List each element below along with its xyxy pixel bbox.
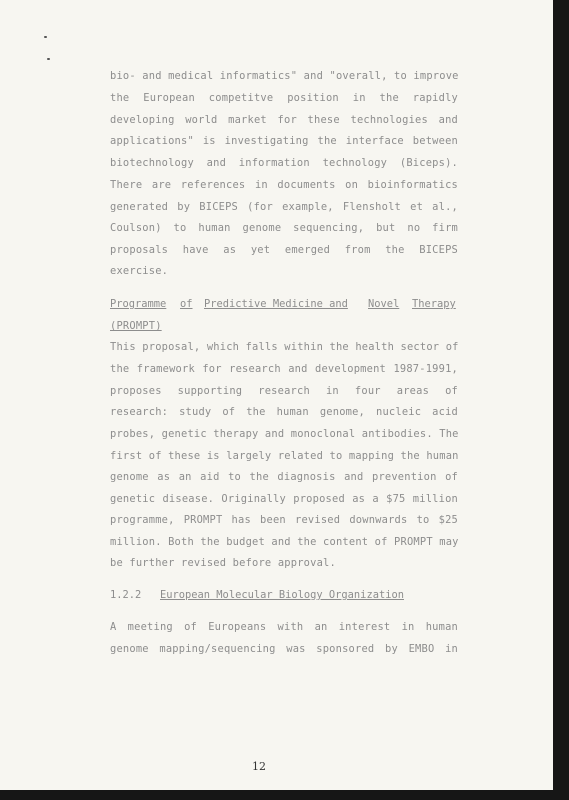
scan-edge-shadow xyxy=(0,790,569,800)
body-text-line: genome as an aid to the diagnosis and prevention of xyxy=(110,471,458,483)
body-text-line: There are references in documents on bioinformatics xyxy=(110,179,458,191)
body-text-line: A meeting of Europeans with an interest in human xyxy=(110,621,458,633)
scan-edge-shadow xyxy=(553,0,569,800)
paper-speck xyxy=(47,58,50,60)
body-text-line: genetic disease. Originally proposed as a $75 million xyxy=(110,493,458,505)
section-number: 1.2.2 xyxy=(110,589,142,601)
body-text-line: bio- and medical informatics" and "overall, to improve xyxy=(110,70,459,82)
heading-word: Programme xyxy=(110,298,167,310)
body-text-line: exercise. xyxy=(110,265,169,277)
body-text-line: applications" is investigating the interface between xyxy=(110,135,458,147)
heading-word: Predictive Medicine and xyxy=(204,298,348,310)
page-number: 12 xyxy=(252,760,266,773)
body-text-line: research: study of the human genome, nucleic acid xyxy=(110,406,458,418)
section-heading xyxy=(110,297,458,311)
body-text-line: the European competitve position in the rapidly xyxy=(110,92,458,104)
heading-word: Therapy xyxy=(412,298,456,310)
body-text-line: proposals have as yet emerged from the BICEPS xyxy=(110,244,458,256)
body-text-line: generated by BICEPS (for example, Flensholt et al., xyxy=(110,201,458,213)
section-title: European Molecular Biology Organization xyxy=(160,589,404,601)
heading-word: of xyxy=(180,298,193,310)
body-text-line: million. Both the budget and the content of PROMPT may xyxy=(110,536,459,548)
body-text-line: the framework for research and development 1987-1991, xyxy=(110,363,458,375)
body-text-line: This proposal, which falls within the health sector of xyxy=(110,341,459,353)
body-text-line: programme, PROMPT has been revised downwards to $25 xyxy=(110,514,458,526)
body-text-line: first of these is largely related to mapping the human xyxy=(110,450,459,462)
body-text-line: probes, genetic therapy and monoclonal antibodies. The xyxy=(110,428,459,440)
body-text-line: biotechnology and information technology (Biceps). xyxy=(110,157,458,169)
body-text-line: genome mapping/sequencing was sponsored by EMBO in xyxy=(110,643,458,655)
paper-speck xyxy=(44,36,47,38)
heading-word: Novel xyxy=(368,298,400,310)
body-text-line: developing world market for these technologies and xyxy=(110,114,458,126)
body-text-line: Coulson) to human genome sequencing, but no firm xyxy=(110,222,458,234)
body-text-line: be further revised before approval. xyxy=(110,557,336,569)
section-heading-line2: (PROMPT) xyxy=(110,320,162,332)
body-text-line: proposes supporting research in four areas of xyxy=(110,385,458,397)
